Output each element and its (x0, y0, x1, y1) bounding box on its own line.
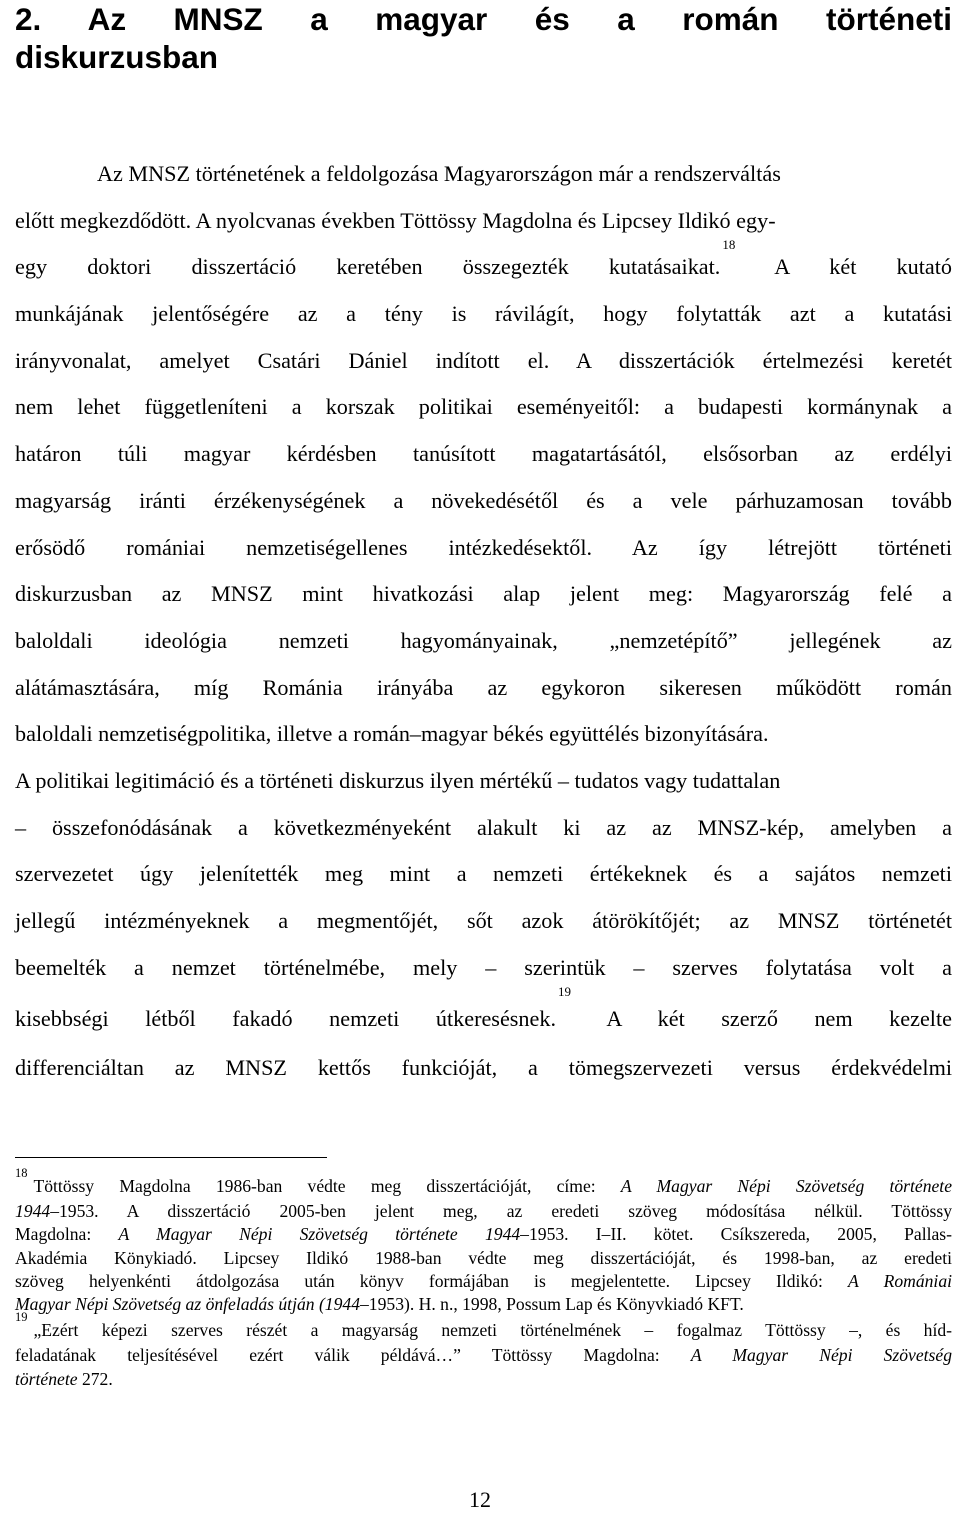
body-line: A politikai legitimáció és a történeti diskurzus ilyen mértékű – tudatos vagy tudattalan (15, 767, 781, 793)
body-line: erősödő romániai nemzetiségellenes intézkedésektől. Az így létrejött történeti (15, 534, 952, 560)
body-line: kisebbségi létből fakadó nemzeti útkeresésnek.$^{19}$ A két szerző nem kezelte (15, 984, 952, 1032)
footnote-reference[interactable]: 19 (558, 984, 572, 1000)
body-line: magyarság iránti érzékenységének a növekedésétől és a vele párhuzamosan tovább (15, 487, 952, 513)
body-line: jellegű intézményeknek a megmentőjét, sőt azok átörökítőjét; az MNSZ történetét (15, 908, 952, 933)
footnote-mark: 18 (15, 1166, 28, 1180)
body-line: beemelték a nemzet történelmébe, mely – szerintük – szerves folytatása volt a (15, 954, 952, 980)
footnote-line: feladatának teljesítésével ezért válik példává…” Töttössy Magdolna: A Magyar Népi Szövetség (15, 1345, 952, 1366)
footnote-line: Magyar Népi Szövetség az önfeladás útján (1944–1953). H. n., 1998, Possum Lap és Könyvkiadó KFT. (15, 1294, 744, 1315)
page-number: 12 (469, 1487, 491, 1512)
body-line: szervezetet úgy jelenítették meg mint a nemzeti értékeknek és a sajátos nemzeti (15, 861, 952, 887)
body-line: nem lehet függetleníteni a korszak politikai eseményeitől: a budapesti kormánynak a (15, 394, 952, 420)
footnote-line: $^{19}$„Ezért képezi szerves részét a magyarság nemzeti történelmének – fogalmaz Töttössy –, és híd- (15, 1310, 952, 1341)
body-line: diskurzusban az MNSZ mint hivatkozási alap jelent meg: Magyarország felé a (15, 581, 952, 607)
body-line: egy doktori disszertáció keretében összegezték kutatásaikat.$^{18}$ A két kutató (15, 237, 952, 280)
footnotes (15, 1166, 953, 1391)
body-line: határon túli magyar kérdésben tanúsított magatartásától, elsősorban az erdélyi (15, 441, 952, 467)
footnote-line: Magdolna: A Magyar Népi Szövetség története 1944–1953. I–II. kötet. Csíkszereda, 2005, Pallas- (15, 1224, 952, 1245)
body-line: előtt megkezdődött. A nyolcvanas években Töttössy Magdolna és Lipcsey Ildikó egy- (15, 207, 776, 233)
footnote-separator (15, 1157, 327, 1158)
footnote-mark: 19 (15, 1310, 28, 1325)
body-paragraph (15, 154, 952, 1094)
body-line: munkájának jelentőségére az a tény is rávilágít, hogy folytatták azt a kutatási (15, 301, 952, 327)
body-line: irányvonalat, amelyet Csatári Dániel indított el. A disszertációk értelmezési keretét (15, 347, 952, 373)
footnote-line: története 272. (15, 1368, 113, 1389)
section-heading (15, 0, 952, 76)
footnote-line: Akadémia Könykiadó. Lipcsey Ildikó 1988-ban védte meg disszertációját, és 1998-ban, az eredeti (15, 1247, 952, 1268)
footnote-line: 1944–1953. A disszertáció 2005-ben jelent meg, az eredeti szöveg módosítása nélkül. Töttössy (15, 1201, 952, 1221)
body-line: Az MNSZ történetének a feldolgozása Magyarországon már a rendszerváltás (97, 161, 781, 186)
body-line: – összefonódásának a következményeként alakult ki az az MNSZ-kép, amelyben a (15, 814, 952, 840)
body-line: baloldali nemzetiségpolitika, illetve a román–magyar békés együttélés bizonyítására. (15, 721, 769, 747)
footnote-reference[interactable]: 18 (722, 237, 736, 253)
footnote-line: $^{18}$Töttössy Magdolna 1986-ban védte meg disszertációját, címe: A Magyar Népi Szövetség története (15, 1166, 952, 1196)
heading-line: diskurzusban (15, 39, 219, 75)
body-line: differenciáltan az MNSZ kettős funkcióját, a tömegszervezeti versus érdekvédelmi (15, 1054, 952, 1080)
heading-line: 2. Az MNSZ a magyar és a román történeti (15, 1, 952, 37)
body-line: alátámasztására, míg Románia irányába az egykoron sikeresen működött román (15, 674, 952, 700)
body-line: baloldali ideológia nemzeti hagyományainak, „nemzetépítő” jellegének az (15, 627, 952, 653)
footnote-line: szöveg helyenkénti átdolgozása után könyv formájában is megjelentette. Lipcsey Ildikó: A Romániai (15, 1270, 953, 1291)
